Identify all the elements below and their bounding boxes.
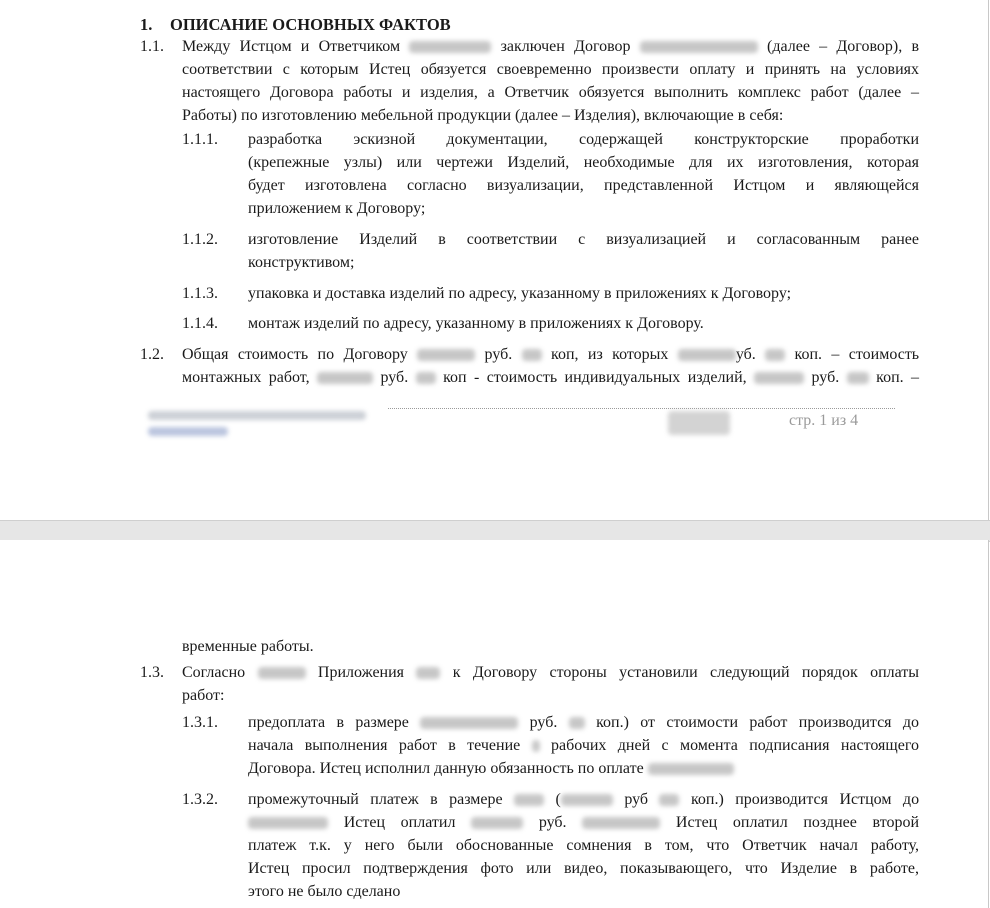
paragraph-1-3-number: 1.3. [140, 664, 164, 681]
redacted-date [582, 817, 660, 829]
paragraph-1-3-line-1: Согласно Приложения к Договору стороны установили следующий порядок оплаты [182, 664, 920, 681]
paragraph-1-2-continuation: временные работы. [182, 638, 314, 655]
redacted-amount [659, 794, 679, 806]
redacted-amount [471, 817, 523, 829]
redacted-amount [420, 717, 518, 729]
paragraph-1-1-number: 1.1. [140, 38, 164, 55]
item-1-1-1-line: разработка эскизной документации, содержащей конструкторские проработки [248, 131, 919, 148]
page-break-gap [0, 520, 990, 542]
item-1-1-4: монтаж изделий по адресу, указанному в приложениях к Договору. [248, 315, 704, 332]
item-1-1-1 [248, 128, 919, 220]
redacted-amount [417, 349, 475, 361]
item-1-1-1-line: будет изготовлена согласно визуализации, представленной Истцом и являющейся [248, 177, 919, 194]
page-number: стр. 1 из 4 [789, 412, 859, 429]
paragraph-1-1-line-1: Между Истцом и Ответчиком заключен Договор (далее – Договор), в [182, 38, 920, 55]
redacted-date [409, 41, 491, 53]
paragraph-1-3 [182, 661, 919, 707]
paragraph-1-2-number: 1.2. [140, 346, 164, 363]
redacted-amount [522, 349, 542, 361]
item-1-3-2-line-3: платеж т.к. у него были обоснованные сомнения в том, что Ответчик начал работу, [248, 837, 919, 854]
item-1-3-2 [248, 788, 919, 903]
redacted-footer-stamp [668, 411, 730, 435]
redacted-footer-link [148, 427, 228, 436]
item-1-1-2-line: изготовление Изделий в соответствии с визуализацией и согласованным ранее [248, 231, 919, 248]
paragraph-1-1-line-4: Работы) по изготовлению мебельной продукции (далее – Изделия), включающие в себя: [182, 107, 784, 124]
item-1-1-3: упаковка и доставка изделий по адресу, указанному в приложениях к Договору; [248, 285, 792, 302]
redacted-appendix [416, 667, 440, 679]
heading-title: ОПИСАНИЕ ОСНОВНЫХ ФАКТОВ [170, 15, 451, 34]
redacted-amount [317, 372, 373, 384]
redacted-amount [678, 349, 736, 361]
redacted-amount [847, 372, 869, 384]
item-1-1-1-line: приложением к Договору; [248, 200, 426, 217]
paragraph-1-2-line-1: Общая стоимость по Договору руб. коп, из которых уб. коп. – стоимость [182, 346, 920, 363]
redacted-amount [416, 372, 436, 384]
item-1-3-2-line-5: этого не было сделано [248, 883, 401, 900]
paragraph-1-1 [182, 35, 919, 127]
item-1-3-1-line-1: предоплата в размере руб. коп.) от стоимости работ производится до [248, 714, 920, 731]
item-1-1-3-number: 1.1.3. [182, 285, 218, 302]
item-1-3-2-number: 1.3.2. [182, 791, 218, 808]
paragraph-1-2 [182, 343, 919, 389]
redacted-amount [561, 794, 613, 806]
heading-number: 1. [140, 15, 153, 34]
redacted-footer-text [148, 411, 366, 420]
item-1-3-2-line-4: Истец просил подтверждения фото или видео, показывающего, что Изделие в работе, [248, 860, 919, 877]
item-1-3-2-line-1: промежуточный платеж в размере ( руб коп.) производится Истцом до [248, 791, 920, 808]
paragraph-1-3-line-2: работ: [182, 687, 225, 704]
redacted-percent [514, 794, 544, 806]
item-1-1-1-line: (крепежные узлы) или чертежи Изделий, необходимые для их изготовления, которая [248, 154, 919, 171]
redacted-contract-number [640, 41, 758, 53]
redacted-days [532, 740, 540, 752]
redacted-amount [569, 717, 585, 729]
redacted-clause [258, 667, 306, 679]
item-1-1-1-number: 1.1.1. [182, 131, 218, 148]
redacted-date [648, 763, 734, 775]
redacted-amount [754, 372, 804, 384]
redacted-date [248, 817, 328, 829]
item-1-1-2 [248, 228, 919, 274]
paragraph-1-1-line-3: настоящего Договора работы и изделия, а Ответчик обязуется выполнить комплекс работ (далее – [182, 84, 919, 101]
item-1-3-1 [248, 711, 919, 780]
item-1-3-1-line-2: начала выполнения работ в течение рабочих дней с момента подписания настоящего [248, 737, 920, 754]
item-1-1-2-line: конструктивом; [248, 254, 355, 271]
item-1-3-1-number: 1.3.1. [182, 714, 218, 731]
item-1-3-2-line-2: Истец оплатил руб. Истец оплатил позднее второй [248, 811, 919, 834]
item-1-3-1-line-3: Договора. Истец исполнил данную обязанность по оплате [248, 757, 919, 780]
document-page-2 [0, 540, 989, 908]
paragraph-1-1-line-2: соответствии с которым Истец обязуется своевременно произвести оплату и принять на условиях [182, 61, 919, 78]
item-1-1-2-number: 1.1.2. [182, 231, 218, 248]
redacted-amount [765, 349, 785, 361]
item-1-1-4-number: 1.1.4. [182, 315, 218, 332]
paragraph-1-2-line-2: монтажных работ, руб. коп - стоимость индивидуальных изделий, руб. коп. – [182, 369, 920, 386]
